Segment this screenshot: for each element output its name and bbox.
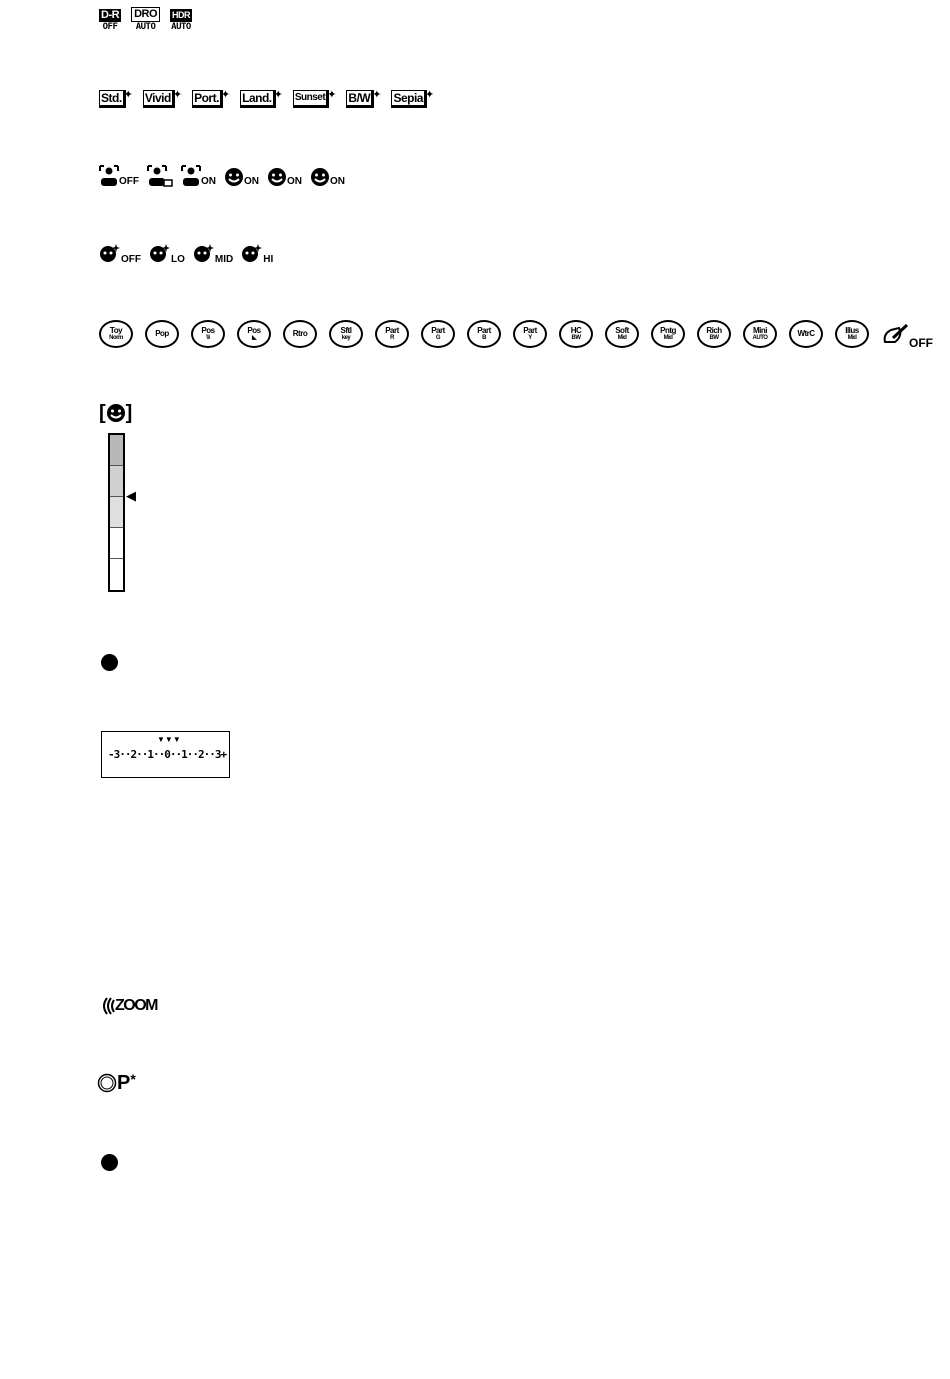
- picture-effect-soft-focus-icon: [605, 320, 639, 348]
- face-frame-icon: [99, 165, 119, 187]
- face-detection-sub: OFF: [119, 176, 139, 187]
- creative-style-bw-icon: [346, 90, 381, 108]
- clear-image-zoom-indicator: [99, 996, 157, 1016]
- picture-effect-pop-color-icon: [145, 320, 179, 348]
- exposure-scale-box: [101, 731, 230, 778]
- effect-sublabel: B: [482, 334, 486, 341]
- dro-bottom-label: OFF: [102, 22, 118, 32]
- smile-shutter-on-icon: [310, 167, 345, 187]
- picture-effect-soft-high-key-icon: [329, 320, 363, 348]
- soft-skin-high-icon: [241, 243, 273, 265]
- creative-style-label: Port.: [192, 90, 223, 108]
- creative-style-label: Std.: [99, 90, 126, 108]
- bullet-dot: [101, 654, 118, 671]
- effect-label: HC: [570, 325, 582, 335]
- dro-top-label: D-R: [101, 9, 120, 21]
- soft-skin-row: [99, 243, 281, 265]
- smile-shutter-on-icon: [267, 167, 302, 187]
- face-frame-icon: [181, 165, 201, 187]
- soft-skin-face-icon: [99, 243, 121, 265]
- smile-detection-icon: [106, 403, 126, 423]
- effect-label: Part: [431, 325, 445, 335]
- effect-label: Part: [385, 325, 399, 335]
- face-registered-icon: [147, 165, 173, 187]
- brush-icon: [881, 324, 909, 348]
- soft-skin-sub: MID: [214, 254, 234, 265]
- dro-top-label: DRO: [131, 7, 160, 22]
- smile-detection-meter: [108, 433, 125, 592]
- creative-style-row: [99, 90, 444, 108]
- effect-sublabel: AUTO: [752, 334, 768, 341]
- creative-style-standard-icon: [99, 90, 133, 108]
- effect-sublabel: BW: [709, 334, 719, 341]
- effect-label: Pop: [155, 329, 169, 338]
- picture-effect-partial-yellow-icon: [513, 320, 547, 348]
- picture-effect-miniature-icon: [743, 320, 777, 348]
- star-icon: ✦: [327, 89, 337, 101]
- creative-style-landscape-icon: [240, 90, 283, 108]
- effect-label: Pntg: [660, 325, 676, 335]
- face-detection-on-icon: [181, 165, 216, 187]
- bullet-dot: [101, 1154, 118, 1171]
- creative-style-label: Vivid: [143, 90, 175, 108]
- smile-shutter-on-icon: [224, 167, 259, 187]
- picture-effect-posterization-bw-icon: [237, 320, 271, 348]
- effect-sublabel: Mid: [617, 334, 627, 341]
- clear-image-zoom-icon: [99, 996, 115, 1016]
- meter-pointer-icon: ◀: [126, 488, 136, 504]
- hdr-auto-icon: [170, 9, 192, 32]
- effect-sublabel: \\\: [206, 334, 210, 341]
- effect-sublabel: key: [341, 334, 351, 341]
- hdr-top-label: HDR: [172, 10, 191, 20]
- picture-effect-retro-icon: [283, 320, 317, 348]
- smile-face-icon: [310, 167, 330, 187]
- effect-sublabel: R: [390, 334, 394, 341]
- smile-face-icon: [224, 167, 244, 187]
- exposure-pointer-icon: ▼▼▼: [157, 735, 181, 744]
- creative-style-vivid-icon: [143, 90, 182, 108]
- picture-effect-partial-green-icon: [421, 320, 455, 348]
- effect-sublabel: BW: [571, 334, 581, 341]
- picture-effect-row: [99, 320, 941, 348]
- creative-style-label: Sunset: [293, 90, 329, 108]
- program-label: P: [117, 1072, 131, 1094]
- creative-style-label: Sepia: [391, 90, 427, 108]
- picture-effect-partial-red-icon: [375, 320, 409, 348]
- effect-sublabel: ◣: [251, 334, 257, 341]
- face-detection-off-icon: [99, 165, 139, 187]
- dro-auto-icon: [131, 7, 160, 32]
- soft-skin-sub: OFF: [121, 254, 141, 265]
- creative-style-portrait-icon: [192, 90, 230, 108]
- effect-label: Sftl: [340, 325, 352, 335]
- soft-skin-low-icon: [149, 243, 185, 265]
- dro-hdr-row: [99, 7, 202, 32]
- star-icon: ✦: [220, 89, 231, 101]
- soft-skin-face-icon: [193, 243, 215, 265]
- effect-label: Pos: [201, 325, 215, 335]
- smile-shutter-sub: ON: [244, 176, 259, 187]
- soft-skin-sub: LO: [171, 254, 185, 265]
- soft-skin-mid-icon: [193, 243, 233, 265]
- picture-effect-off-icon: [881, 324, 933, 348]
- program-star: *: [130, 1071, 136, 1087]
- registered-face-icon: [147, 165, 173, 187]
- picture-effect-rich-tone-mono-icon: [697, 320, 731, 348]
- star-icon: ✦: [172, 89, 183, 101]
- effect-label: Toy: [109, 325, 123, 335]
- picture-effect-posterization-color-icon: [191, 320, 225, 348]
- smile-shutter-sub: ON: [287, 176, 302, 187]
- soft-skin-face-icon: [241, 243, 263, 265]
- meter-segment: [110, 466, 123, 497]
- meter-segment: [110, 528, 123, 559]
- creative-style-label: Land.: [240, 90, 276, 108]
- zoom-label: ZOOM: [115, 997, 157, 1014]
- effect-sublabel: G: [435, 334, 441, 341]
- effect-label: Rich: [706, 325, 722, 335]
- effect-label: Rtro: [292, 329, 308, 338]
- exposure-scale: -3··2··1··0··1··2··3+: [108, 748, 227, 761]
- star-icon: ✦: [273, 89, 283, 101]
- picture-effect-toy-camera-icon: [99, 320, 133, 348]
- bracket-right: ]: [125, 402, 133, 424]
- face-detection-row: [99, 165, 353, 187]
- effect-label: WtrC: [797, 329, 815, 338]
- soft-skin-sub: HI: [263, 254, 274, 265]
- d-range-optimizer-off-icon: [99, 9, 121, 32]
- picture-effect-high-contrast-mono-icon: [559, 320, 593, 348]
- effect-sublabel: Mid: [847, 334, 857, 341]
- meter-segment: [110, 559, 123, 589]
- effect-label: Soft: [615, 325, 629, 335]
- effect-label: Part: [523, 325, 537, 335]
- soft-skin-off-icon: [99, 243, 141, 265]
- creative-style-label: B/W: [346, 90, 374, 108]
- smile-detection-indicator: [99, 402, 132, 424]
- face-detection-sub: ON: [201, 176, 216, 187]
- effect-label: Pos: [247, 325, 261, 335]
- picture-effect-hdr-painting-icon: [651, 320, 685, 348]
- star-icon: ✦: [123, 89, 133, 101]
- hdr-bottom-label: AUTO: [171, 22, 191, 32]
- dial-icon: [97, 1072, 117, 1094]
- effect-sublabel: Norm: [109, 334, 123, 341]
- picture-effect-watercolor-icon: [789, 320, 823, 348]
- creative-style-sepia-icon: [391, 90, 434, 108]
- star-icon: ✦: [372, 89, 382, 101]
- picture-effect-illustration-icon: [835, 320, 869, 348]
- bracket-left: [: [99, 402, 106, 424]
- effect-label: Illus: [845, 325, 859, 335]
- dro-bottom-label: AUTO: [135, 22, 156, 32]
- effect-label: Part: [477, 325, 491, 335]
- program-shift-indicator: [97, 1072, 136, 1094]
- picture-effect-partial-blue-icon: [467, 320, 501, 348]
- effect-sublabel: Mid: [663, 334, 673, 341]
- picture-effect-off-label: OFF: [909, 336, 933, 350]
- meter-segment: [110, 435, 123, 466]
- creative-style-sunset-icon: [293, 90, 337, 108]
- smile-face-icon: [267, 167, 287, 187]
- meter-segment: [110, 497, 123, 528]
- effect-label: Mini: [753, 325, 767, 335]
- smile-shutter-sub: ON: [330, 176, 345, 187]
- effect-sublabel: Y: [528, 334, 532, 341]
- soft-skin-face-icon: [149, 243, 171, 265]
- star-icon: ✦: [424, 89, 435, 101]
